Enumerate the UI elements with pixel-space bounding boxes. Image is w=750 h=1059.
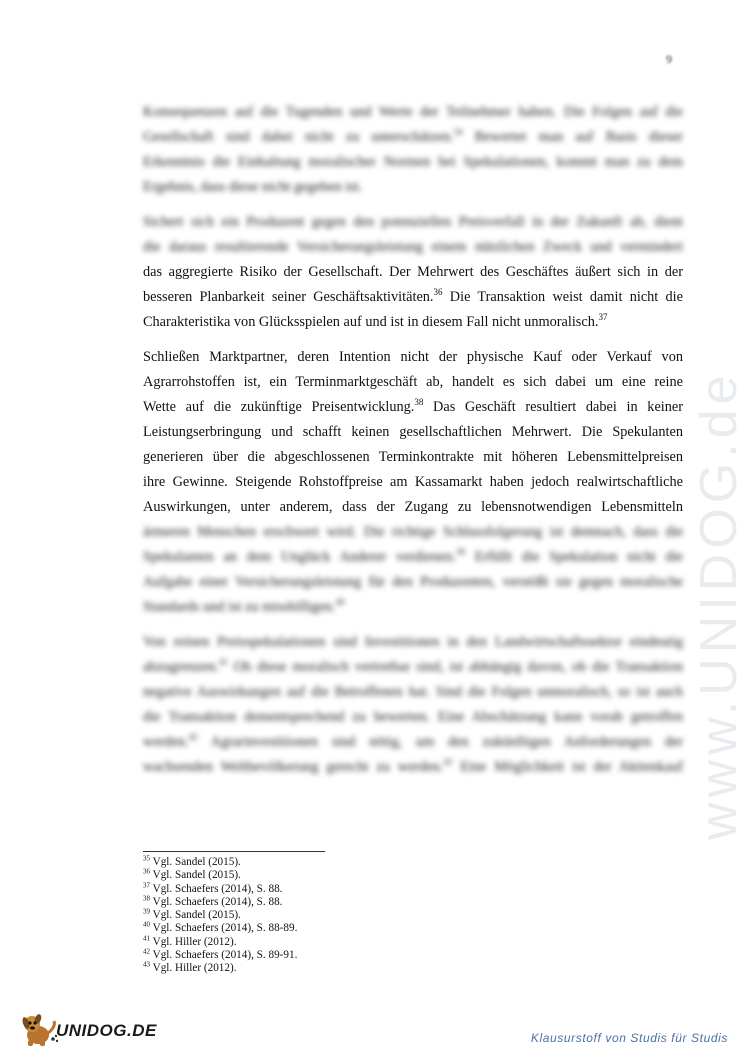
text-line: Standards und ist zu missbilligen.$^{40}$ [143, 597, 345, 615]
text-line: Agrarrohstoffen ist, ein Terminmarktgeschäft ab, handelt es sich dabei um eine reine [143, 374, 683, 390]
text-line: Sichert sich ein Produzent gegen den potenziellen Preisverfall in der Zukunft ab, dient [143, 214, 683, 230]
text-line: die Transaktion dementsprechend zu bewerten. Eine Abschätzung kann vorab getroffen [143, 709, 683, 725]
footnote: $^{36}$ Vgl. Sandel (2015). [143, 867, 241, 882]
footnote-ref[interactable]: 40 [335, 597, 345, 608]
footnote-ref[interactable]: 41 [218, 657, 228, 668]
text-line: werden.$^{42}$ Agrarinvestitionen sind nötig, um den zukünftigen Anforderungen der [143, 732, 683, 750]
watermark: www.UNIDOG.de [690, 370, 748, 840]
footnote-ref[interactable]: 34 [453, 127, 463, 138]
footnote: $^{38}$ Vgl. Schaefers (2014), S. 88. [143, 894, 283, 908]
footnotes [143, 856, 297, 976]
footnote-ref[interactable]: 36 [433, 287, 443, 298]
text-line: Erkenntnis die Einhaltung moralischer Normen bei Spekulationen, kommt man zu dem [143, 154, 683, 170]
footnote: $^{42}$ Vgl. Schaefers (2014), S. 89-91. [143, 947, 298, 962]
text-line: Ergebnis, dass diese nicht gegeben ist. [143, 179, 363, 195]
text-line: Auswirkungen, unter anderem, dass der Zugang zu lebensnotwendigen Lebensmitteln [143, 499, 683, 515]
footnote-ref[interactable]: 42 [188, 732, 198, 743]
dog-icon [20, 1013, 60, 1047]
footnote: $^{41}$ Vgl. Hiller (2012). [143, 934, 237, 948]
logo-text: UNIDOG.DE [56, 1021, 157, 1040]
footnote: $^{35}$ Vgl. Sandel (2015). [143, 854, 241, 868]
text-line: ärmeren Menschen erschwert wird. Die richtige Schlussfolgerung ist demnach, dass die [143, 524, 683, 540]
paragraph-3 [143, 345, 683, 620]
footnote-ref[interactable]: 37 [598, 312, 608, 323]
text-line: Gesellschaft sind dabei nicht zu unterschätzen.$^{34}$ Bewertet man auf Basis dieser [143, 127, 684, 145]
footnote-ref[interactable]: 43 [443, 757, 453, 768]
paragraph-4 [143, 630, 683, 780]
text-line: abzugrenzen.$^{41}$ Ob diese moralisch vertretbar sind, ist abhängig davon, ob die Transaktion [143, 657, 683, 675]
text-line: negative Auswirkungen auf die Betroffenen hat. Sind die Folgen unmoralisch, so ist auch [143, 684, 683, 700]
text-line: Konsequenzen auf die Tugenden und Werte der Teilnehmer haben. Die Folgen auf die [143, 104, 683, 120]
text-line: die daraus resultierende Versicherungsleistung einem nützlichen Zweck und vermindert [143, 239, 683, 255]
text-line: Spekulanten an dem Unglück Anderer verdienen.$^{39}$ Erfüllt die Spekulation nicht die [143, 547, 684, 565]
text-line: Aufgabe einer Versicherungsleistung für den Produzenten, verstößt sie gegen moralische [143, 574, 683, 590]
paragraph-2 [143, 210, 683, 335]
text-line: generieren über die abgeschlossenen Terminkontrakte mit höheren Lebensmittelpreisen [143, 449, 683, 465]
paragraph-1 [143, 100, 683, 200]
page-number: 9 [666, 52, 672, 66]
text-line: besseren Planbarkeit seiner Geschäftsaktivitäten.$^{36}$ Die Transaktion weist damit nicht die [143, 287, 683, 305]
footnote-ref[interactable]: 38 [414, 397, 424, 408]
text-line: das aggregierte Risiko der Gesellschaft. Der Mehrwert des Geschäftes äußert sich in der [143, 264, 683, 280]
footnote-ref[interactable]: 39 [455, 547, 465, 558]
page-body [143, 100, 683, 780]
text-line: Schließen Marktpartner, deren Intention nicht der physische Kauf oder Verkauf von [143, 349, 683, 365]
text-line: wachsenden Weltbevölkerung gerecht zu werden.$^{43}$ Eine Möglichkeit ist der Aktienkauf [143, 757, 683, 775]
text-line: Leistungserbringung und schafft keinen gesellschaftlichen Mehrwert. Die Spekulanten [143, 424, 683, 440]
text-line: Von reinen Preisspekulationen sind Investitionen in den Landwirtschaftssektor eindeutig [143, 634, 683, 650]
footnote: $^{37}$ Vgl. Schaefers (2014), S. 88. [143, 880, 283, 895]
footnote: $^{40}$ Vgl. Schaefers (2014), S. 88-89. [143, 920, 298, 935]
footer-tagline: Klausurstoff von Studis für Studis [530, 1031, 728, 1045]
footnote: $^{43}$ Vgl. Hiller (2012). [143, 960, 237, 975]
footnote-divider [143, 851, 325, 852]
text-line: Charakteristika von Glücksspielen auf und ist in diesem Fall nicht unmoralisch.$^{37}$ [143, 312, 608, 330]
unidog-logo[interactable] [20, 1013, 160, 1047]
text-line: Wette auf die zukünftige Preisentwicklung.$^{38}$ Das Geschäft resultiert dabei in keiner [143, 397, 684, 415]
footnote: $^{39}$ Vgl. Sandel (2015). [143, 907, 241, 922]
text-line: ihre Gewinne. Steigende Rohstoffpreise am Kassamarkt haben jedoch realwirtschaftliche [143, 474, 683, 490]
